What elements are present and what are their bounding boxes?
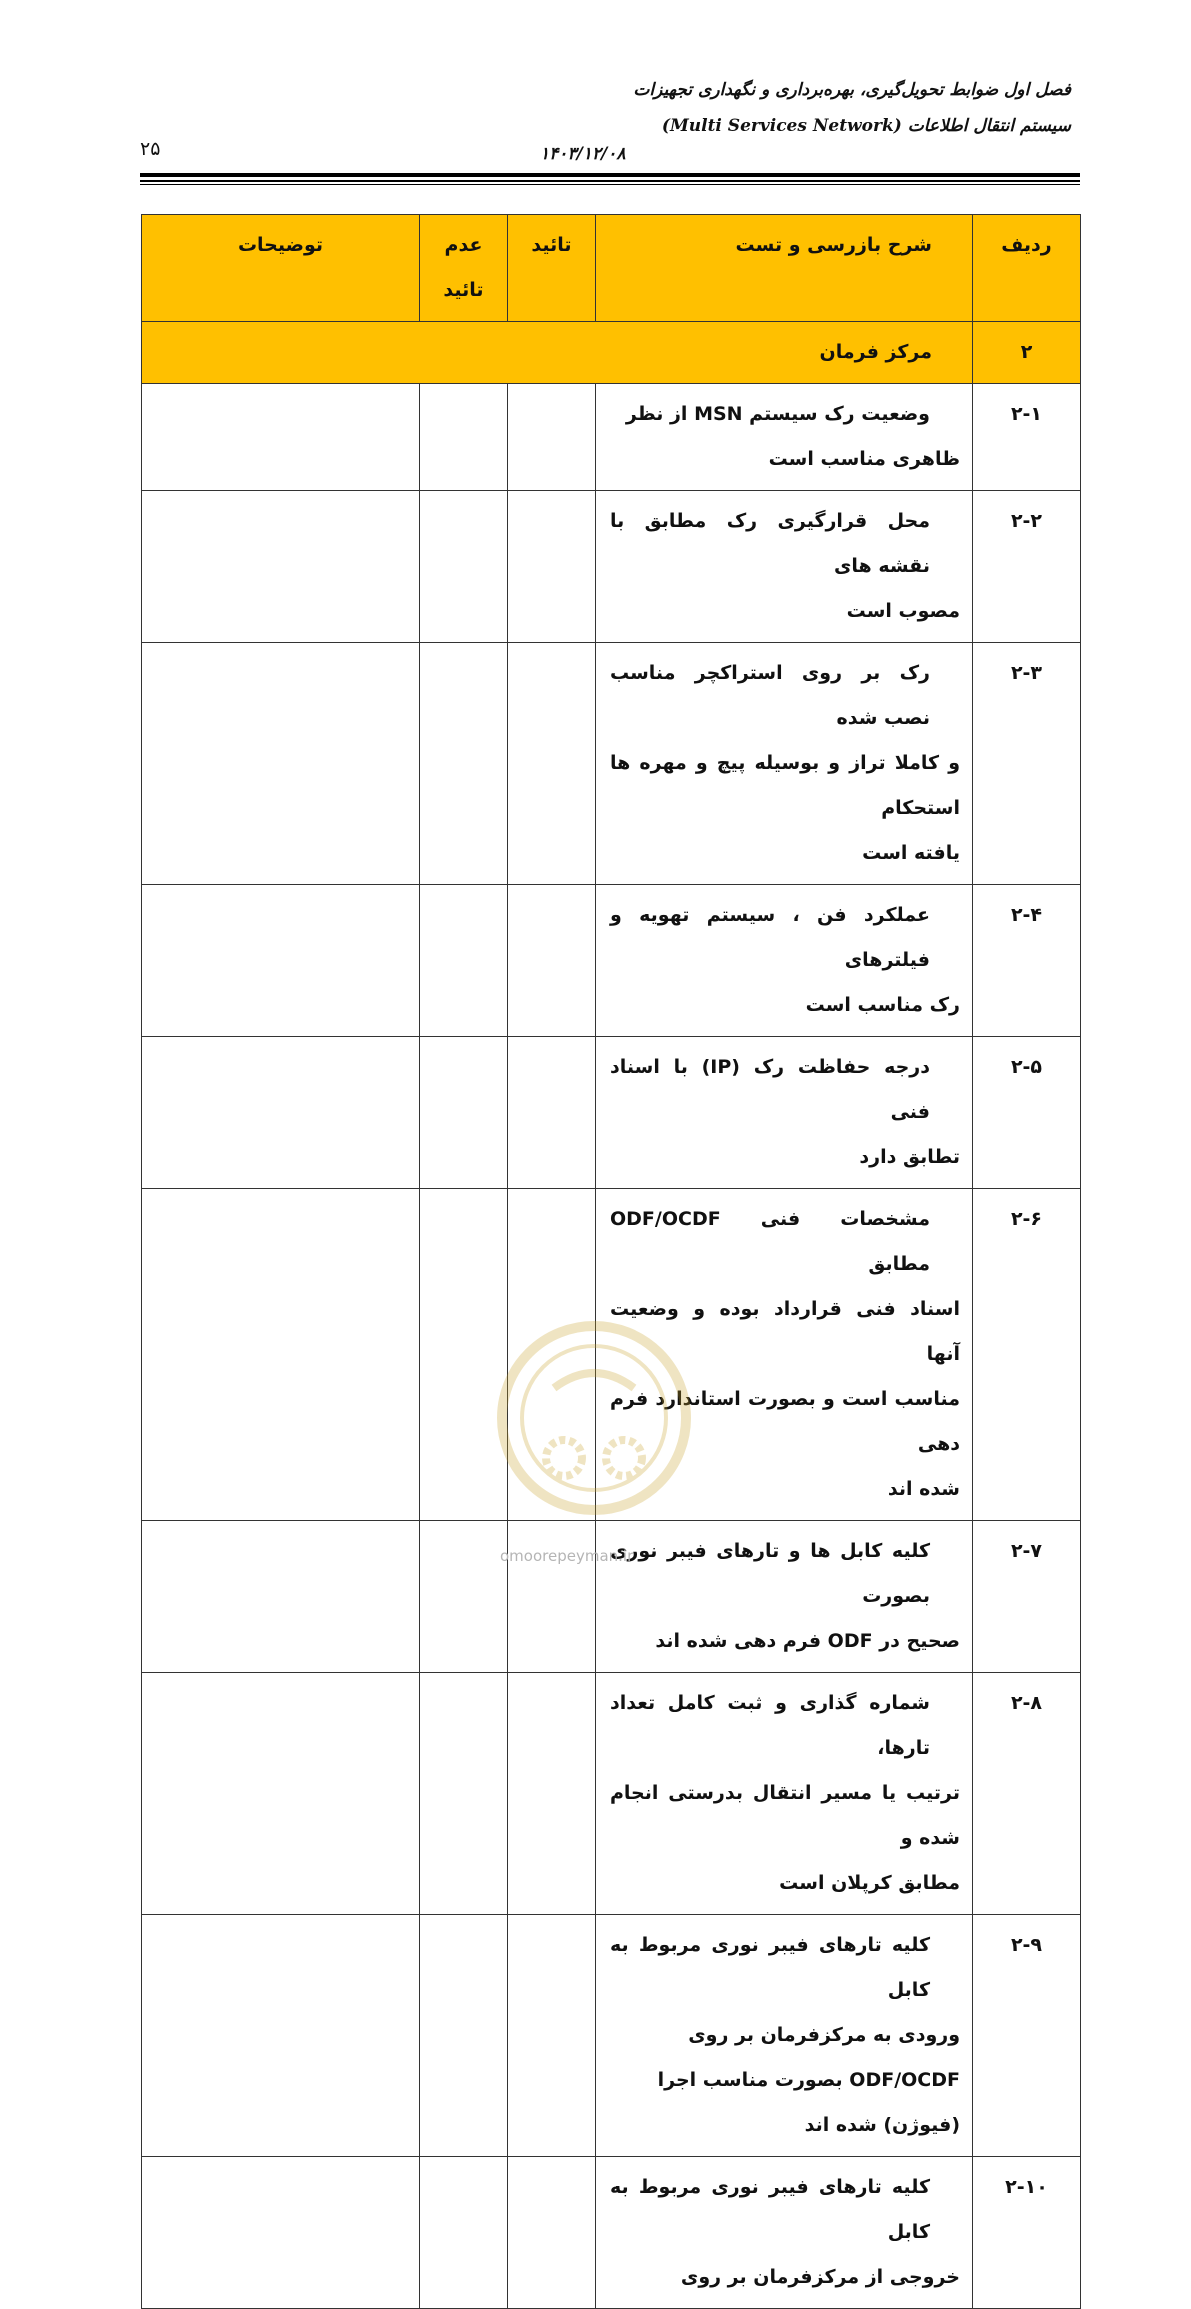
- row-number-text: ۲-۳: [1010, 662, 1043, 684]
- description-line: مصوب است: [846, 600, 960, 622]
- notes-cell[interactable]: [142, 1673, 420, 1915]
- row-number: [973, 384, 1081, 491]
- ok-cell[interactable]: [508, 1915, 596, 2157]
- ok-cell[interactable]: [508, 384, 596, 491]
- description-line: صحیح در ODF فرم دهی شده اند: [655, 1630, 960, 1652]
- row-number: [973, 1915, 1081, 2157]
- description-line: ظاهری مناسب است: [768, 448, 960, 470]
- section-title-text: مرکز فرمان: [819, 341, 932, 363]
- table-row: [142, 491, 1081, 643]
- table-row: [142, 2157, 1081, 2309]
- row-number-text: ۲-۴: [1010, 904, 1043, 926]
- section-number: ۲: [973, 322, 1081, 384]
- col-header-row: ردیف: [973, 215, 1081, 322]
- row-number-text: ۲-۱۰: [1005, 2176, 1048, 2198]
- row-number-text: ۲-۵: [1010, 1056, 1043, 1078]
- description-line: رک مناسب است: [805, 994, 960, 1016]
- row-description: [596, 2157, 973, 2309]
- page-number: ۲۵: [140, 138, 161, 160]
- row-number: [973, 1673, 1081, 1915]
- row-description: [596, 885, 973, 1037]
- nok-cell[interactable]: [420, 1037, 508, 1189]
- notes-cell[interactable]: [142, 384, 420, 491]
- description-line: تطابق دارد: [859, 1146, 960, 1168]
- notes-cell[interactable]: [142, 1521, 420, 1673]
- header-rule: [140, 184, 1080, 185]
- description-line: اسناد فنی قرارداد بوده و وضعیت آنها: [610, 1298, 960, 1365]
- nok-cell[interactable]: [420, 885, 508, 1037]
- row-number: [973, 491, 1081, 643]
- row-number: [973, 1037, 1081, 1189]
- seal-stamp-icon: [494, 1318, 694, 1528]
- col-header-ok: تائید: [508, 215, 596, 322]
- ok-cell[interactable]: [508, 643, 596, 885]
- ok-cell[interactable]: [508, 1521, 596, 1673]
- system-title: [662, 116, 1071, 136]
- row-number-text: ۲-۱: [1010, 403, 1043, 425]
- row-number: [973, 643, 1081, 885]
- nok-cell[interactable]: [420, 1673, 508, 1915]
- notes-cell[interactable]: [142, 1037, 420, 1189]
- notes-cell[interactable]: [142, 885, 420, 1037]
- row-description: [596, 1915, 973, 2157]
- notes-cell[interactable]: [142, 1915, 420, 2157]
- description-line: (فیوژن) شده اند: [804, 2114, 960, 2136]
- ok-cell[interactable]: [508, 885, 596, 1037]
- row-number: [973, 1521, 1081, 1673]
- nok-cell[interactable]: [420, 1521, 508, 1673]
- row-description: [596, 1037, 973, 1189]
- header-rule: [140, 173, 1080, 177]
- watermark-url: omoorepeyman.ir: [500, 1547, 634, 1565]
- description-line: ترتیب یا مسیر انتقال بدرستی انجام شده و: [610, 1782, 960, 1849]
- description-line: کلیه تارهای فیبر نوری مربوط به کابل: [610, 2176, 930, 2243]
- description-line: محل قرارگیری رک مطابق با نقشه های: [610, 510, 930, 577]
- table-row: [142, 1521, 1081, 1673]
- description-line: مطابق کرپلان است: [779, 1872, 960, 1894]
- description-line: ورودی به مرکزفرمان بر روی: [688, 2024, 960, 2046]
- nok-cell[interactable]: [420, 384, 508, 491]
- col-header-desc: شرح بازرسی و تست: [596, 215, 973, 322]
- description-line: مناسب است و بصورت استاندارد فرم دهی: [610, 1388, 960, 1455]
- row-description: [596, 1673, 973, 1915]
- description-line: مشخصات فنی ODF/OCDF مطابق: [610, 1208, 930, 1275]
- system-title-close: ): [661, 116, 670, 136]
- description-line: خروجی از مرکزفرمان بر روی: [680, 2266, 960, 2288]
- nok-cell[interactable]: [420, 491, 508, 643]
- row-description: [596, 1521, 973, 1673]
- notes-cell[interactable]: [142, 491, 420, 643]
- row-description: [596, 643, 973, 885]
- row-number: [973, 1189, 1081, 1521]
- row-number-text: ۲-۶: [1010, 1208, 1043, 1230]
- description-line: درجه حفاظت رک (IP) با اسناد فنی: [610, 1056, 930, 1123]
- row-description: [596, 384, 973, 491]
- row-number-text: ۲-۷: [1010, 1540, 1043, 1562]
- col-header-nok-line2: تائید: [443, 279, 484, 301]
- header-rule: [140, 180, 1080, 182]
- chapter-title: فصل اول ضوابط تحویل‌گیری، بهره‌برداری و نگهداری تجهیزات: [633, 80, 1071, 100]
- row-number: [973, 885, 1081, 1037]
- notes-cell[interactable]: [142, 2157, 420, 2309]
- table-row: [142, 1915, 1081, 2157]
- row-number: [973, 2157, 1081, 2309]
- nok-cell[interactable]: [420, 2157, 508, 2309]
- description-line: شده اند: [887, 1478, 960, 1500]
- ok-cell[interactable]: [508, 1673, 596, 1915]
- description-line: رک بر روی استراکچر مناسب نصب شده: [610, 662, 930, 729]
- description-line: کلیه کابل ها و تارهای فیبر نوری بصورت: [610, 1540, 930, 1607]
- col-header-nok: [420, 215, 508, 322]
- description-line: یافته است: [862, 842, 960, 864]
- col-header-nok-line1: عدم: [444, 234, 483, 256]
- description-line: عملکرد فن ، سیستم تهویه و فیلترهای: [610, 904, 930, 971]
- document-date: ۱۴۰۳/۱۲/۰۸: [540, 144, 626, 164]
- description-line: کلیه تارهای فیبر نوری مربوط به کابل: [610, 1934, 930, 2001]
- table-row: [142, 1037, 1081, 1189]
- section-title: [142, 322, 973, 384]
- ok-cell[interactable]: [508, 491, 596, 643]
- notes-cell[interactable]: [142, 643, 420, 885]
- table-row: [142, 384, 1081, 491]
- nok-cell[interactable]: [420, 643, 508, 885]
- col-header-notes: توضیحات: [142, 215, 420, 322]
- notes-cell[interactable]: [142, 1189, 420, 1521]
- table-header-row: [142, 215, 1081, 322]
- row-description: [596, 491, 973, 643]
- table-row: [142, 643, 1081, 885]
- ok-cell[interactable]: [508, 2157, 596, 2309]
- row-number-text: ۲-۲: [1010, 510, 1043, 532]
- inspection-table: [141, 214, 1081, 2309]
- system-title-en: Multi Services Network: [669, 116, 894, 136]
- ok-cell[interactable]: [508, 1037, 596, 1189]
- system-title-fa: سیستم انتقال اطلاعات (: [893, 116, 1071, 136]
- section-row: [142, 322, 1081, 384]
- table-row: [142, 885, 1081, 1037]
- description-line: و کاملا تراز و بوسیله پیچ و مهره ها استحکام: [610, 752, 960, 819]
- description-line: شماره گذاری و ثبت کامل تعداد تارها،: [610, 1692, 930, 1759]
- nok-cell[interactable]: [420, 1915, 508, 2157]
- row-number-text: ۲-۹: [1010, 1934, 1043, 1956]
- description-line: وضعیت رک سیستم MSN از نظر: [625, 403, 930, 425]
- row-number-text: ۲-۸: [1010, 1692, 1043, 1714]
- table-row: [142, 1673, 1081, 1915]
- description-line: ODF/OCDF بصورت مناسب اجرا: [657, 2069, 960, 2091]
